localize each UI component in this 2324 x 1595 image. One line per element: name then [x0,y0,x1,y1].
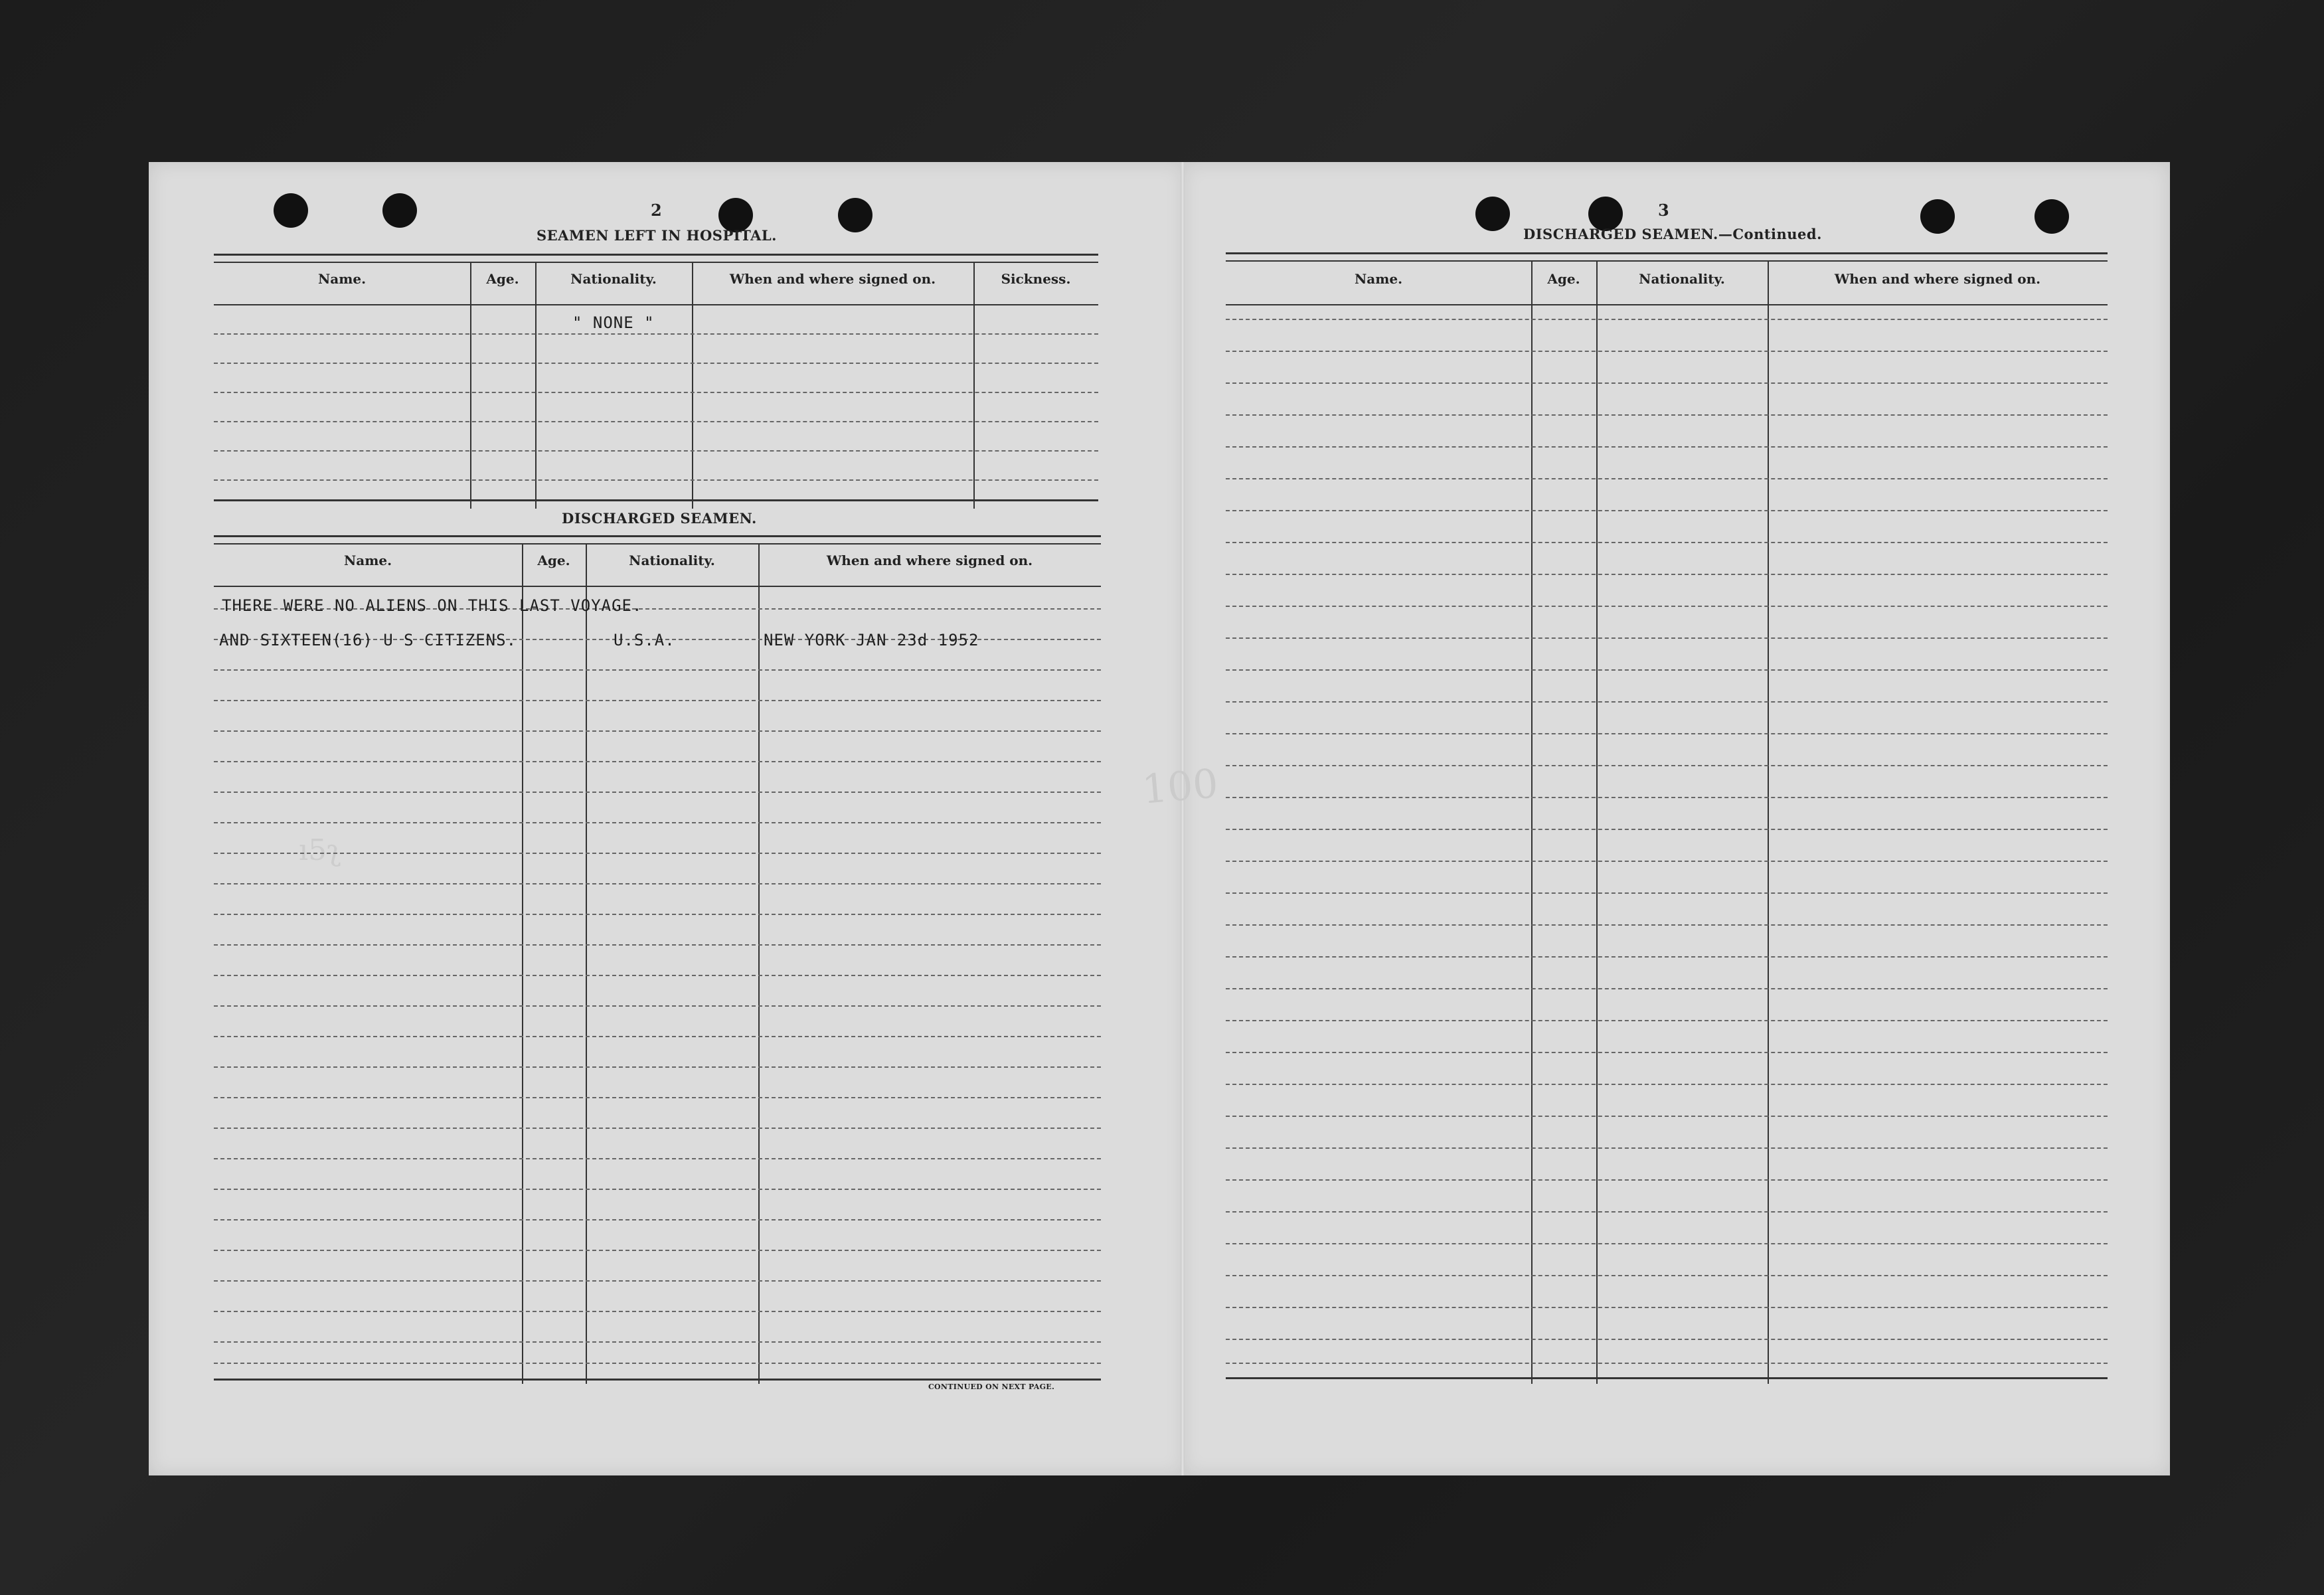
discharged-col-nationality: Nationality. [629,552,715,568]
hospital-section-title: SEAMEN LEFT IN HOSPITAL. [537,227,777,244]
right-col-name: Name. [1354,271,1403,287]
discharged-col-name: Name. [343,552,392,568]
hospital-col-nationality: Nationality. [570,271,657,287]
page-number-right: 3 [1658,201,1669,220]
typed-line-signed-on: NEW YORK JAN 23d 1952 [764,631,979,649]
discharged-col-signed-on: When and where signed on. [826,552,1033,568]
hospital-col-name: Name. [317,271,367,287]
hospital-table [214,254,1098,501]
bleed-through-mark: ı5ʅ [299,833,341,867]
continued-note: CONTINUED ON NEXT PAGE. [928,1383,1055,1391]
hospital-col-sickness: Sickness. [1001,271,1071,287]
punch-hole [274,193,308,228]
right-col-age: Age. [1547,271,1580,287]
discharged-table-right [1226,252,2108,1380]
page-fold [1181,162,1185,1475]
hospital-col-age: Age. [486,271,519,287]
discharged-section-title: DISCHARGED SEAMEN. [562,510,757,527]
page-number-left: 2 [651,201,662,220]
punch-hole [1920,199,1955,234]
discharged-table-left [214,535,1101,1380]
hospital-entry-none: " NONE " [572,313,655,332]
typed-line-citizens: AND SIXTEEN(16) U S CITIZENS. [219,631,517,649]
typed-line-nationality: U.S.A. [614,631,675,649]
right-col-nationality: Nationality. [1639,271,1725,287]
bleed-through-mark: 100 [1140,760,1220,813]
punch-hole [382,193,417,228]
punch-hole [838,198,872,232]
hospital-col-signed-on: When and where signed on. [729,271,936,287]
punch-hole [2034,199,2069,234]
discharged-col-age: Age. [537,552,570,568]
typed-line-no-aliens: THERE WERE NO ALIENS ON THIS LAST VOYAGE. [222,596,643,615]
right-col-signed-on: When and where signed on. [1834,271,2041,287]
discharged-continued-title: DISCHARGED SEAMEN.—Continued. [1523,226,1822,242]
punch-hole [1475,197,1510,231]
